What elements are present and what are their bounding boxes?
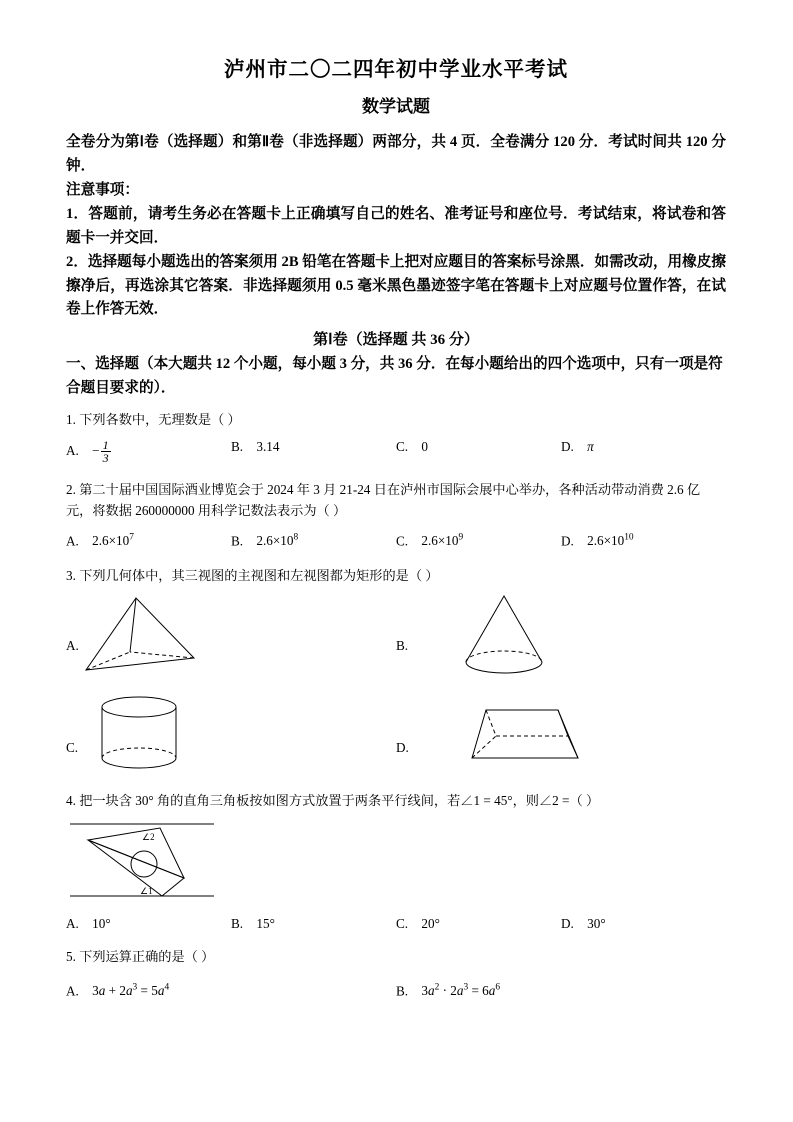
- question-1-options: [66, 439, 726, 465]
- question-2-options: [66, 533, 726, 549]
- question-3-number: 3.: [66, 568, 76, 584]
- option-1-d-label: D.: [561, 438, 574, 454]
- option-5-a-label: A.: [66, 983, 79, 999]
- intro-paragraph: 全卷分为第Ⅰ卷（选择题）和第Ⅱ卷（非选择题）两部分，共 4 页．全卷满分 120 分．考试时间共 120 分钟．: [66, 134, 726, 174]
- section-heading: 第Ⅰ卷（选择题 共 36 分）: [313, 332, 479, 349]
- option-2-b[interactable]: [231, 533, 396, 549]
- shape-label-c: C.: [66, 740, 79, 756]
- option-1-b[interactable]: [231, 439, 396, 465]
- figure-triangle-between-parallel-lines: [66, 818, 726, 914]
- option-2-c-value: $2.6\times 10^9$: [421, 532, 464, 549]
- option-4-b-label: B.: [231, 915, 244, 931]
- option-2-a[interactable]: [66, 533, 231, 549]
- option-1-a-label: A.: [66, 442, 79, 458]
- page-subtitle: 数学试题: [362, 97, 430, 116]
- question-1-text: 下列各数中，无理数是（ ）: [79, 412, 241, 428]
- option-5-b-label: B.: [396, 983, 409, 999]
- option-5-b[interactable]: [396, 983, 726, 999]
- question-4-options: [66, 916, 726, 932]
- question-1-number: 1.: [66, 412, 76, 428]
- option-2-a-label: A.: [66, 533, 79, 549]
- notice-item-2: 2．选择题每小题选出的答案须用 2B 铅笔在答题卡上把对应题目的答案标号涂黑．如需改动，用橡皮擦擦净后，再选涂其它答案．非选择题须用 0.5 毫米黑色墨迹签字笔在答题卡上对应题号位置作答，在试卷上作答无效．: [66, 254, 726, 318]
- option-2-c-label: C.: [396, 533, 409, 549]
- option-4-b-value: 15°: [256, 915, 275, 931]
- question-2: [66, 479, 726, 521]
- option-1-c-label: C.: [396, 438, 409, 454]
- svg-text:∠1: ∠1: [140, 885, 153, 896]
- notice-heading: 注意事项：: [66, 182, 139, 199]
- option-1-a-value: − $\frac{1}{3}$: [92, 437, 109, 466]
- option-4-d[interactable]: [561, 916, 726, 932]
- question-5: [66, 946, 726, 967]
- question-5-text: 下列运算正确的是（ ）: [79, 948, 215, 964]
- option-2-b-value: $2.6\times 10^8$: [256, 532, 299, 549]
- option-2-d[interactable]: [561, 533, 726, 549]
- option-4-b[interactable]: [231, 916, 396, 932]
- option-1-d[interactable]: [561, 439, 726, 465]
- option-4-d-value: 30°: [587, 915, 606, 931]
- option-2-d-label: D.: [561, 533, 574, 549]
- option-4-d-label: D.: [561, 915, 574, 931]
- section-description: 一、选择题（本大题共 12 个小题，每小题 3 分，共 36 分．在每小题给出的四个选项中，只有一项是符合题目要求的）．: [66, 356, 723, 396]
- shape-label-b: B.: [396, 638, 409, 654]
- option-1-c[interactable]: [396, 439, 561, 465]
- shape-label-a: A.: [66, 638, 79, 654]
- page-content: [66, 52, 726, 999]
- option-2-b-label: B.: [231, 533, 244, 549]
- svg-text:∠2: ∠2: [142, 831, 155, 842]
- question-2-number: 2.: [66, 481, 76, 497]
- question-4-number: 4.: [66, 793, 76, 809]
- option-1-a[interactable]: [66, 439, 231, 465]
- question-3-shapes-row-2: [66, 692, 726, 782]
- question-3-text: 下列几何体中，其三视图的主视图和左视图都为矩形的是（ ）: [79, 568, 439, 584]
- option-1-b-value: 3.14: [256, 438, 280, 454]
- option-4-a-value: 10°: [92, 915, 111, 931]
- question-4-figure: [66, 818, 726, 914]
- option-4-c[interactable]: [396, 916, 561, 932]
- option-4-a-label: A.: [66, 915, 79, 931]
- option-1-d-value: π: [587, 438, 594, 454]
- option-2-d-value: $2.6\times 10^{10}$: [587, 532, 634, 549]
- option-5-b-value: $3a^2 \cdot 2a^3 = 6a^6$: [421, 982, 501, 999]
- option-1-c-value: 0: [421, 438, 428, 454]
- question-4: [66, 790, 726, 811]
- shape-label-d: D.: [396, 740, 409, 756]
- question-3: [66, 565, 726, 586]
- page-title: 泸州市二〇二四年初中学业水平考试: [224, 59, 568, 81]
- option-2-a-value: $2.6\times 10^7$: [92, 532, 134, 549]
- question-5-options: [66, 983, 726, 999]
- option-5-a-value: $3a + 2a^3 = 5a^4$: [92, 982, 170, 999]
- option-4-a[interactable]: [66, 916, 231, 932]
- question-4-text: 把一块含 30° 角的直角三角板按如图方式放置于两条平行线间，若∠1 = 45°，则∠2 =（ ）: [79, 793, 600, 809]
- question-1: [66, 409, 726, 430]
- option-5-a[interactable]: [66, 983, 396, 999]
- option-4-c-label: C.: [396, 915, 409, 931]
- shape-cylinder-and-oblique-prism: [66, 692, 726, 782]
- notice-item-1: 1．答题前，请考生务必在答题卡上正确填写自己的姓名、准考证号和座位号．考试结束，将试卷和答题卡一并交回．: [66, 205, 726, 246]
- option-4-c-value: 20°: [421, 915, 440, 931]
- question-5-number: 5.: [66, 948, 76, 964]
- question-3-shapes-row-1: [66, 590, 726, 688]
- question-2-text: 第二十届中国国际酒业博览会于 2024 年 3 月 21-24 日在泸州市国际会展中心举办，各种活动带动消费 2.6 亿元，将数据 260000000 用科学记数法表示为（ ）: [66, 481, 701, 518]
- option-2-c[interactable]: [396, 533, 561, 549]
- option-1-b-label: B.: [231, 438, 244, 454]
